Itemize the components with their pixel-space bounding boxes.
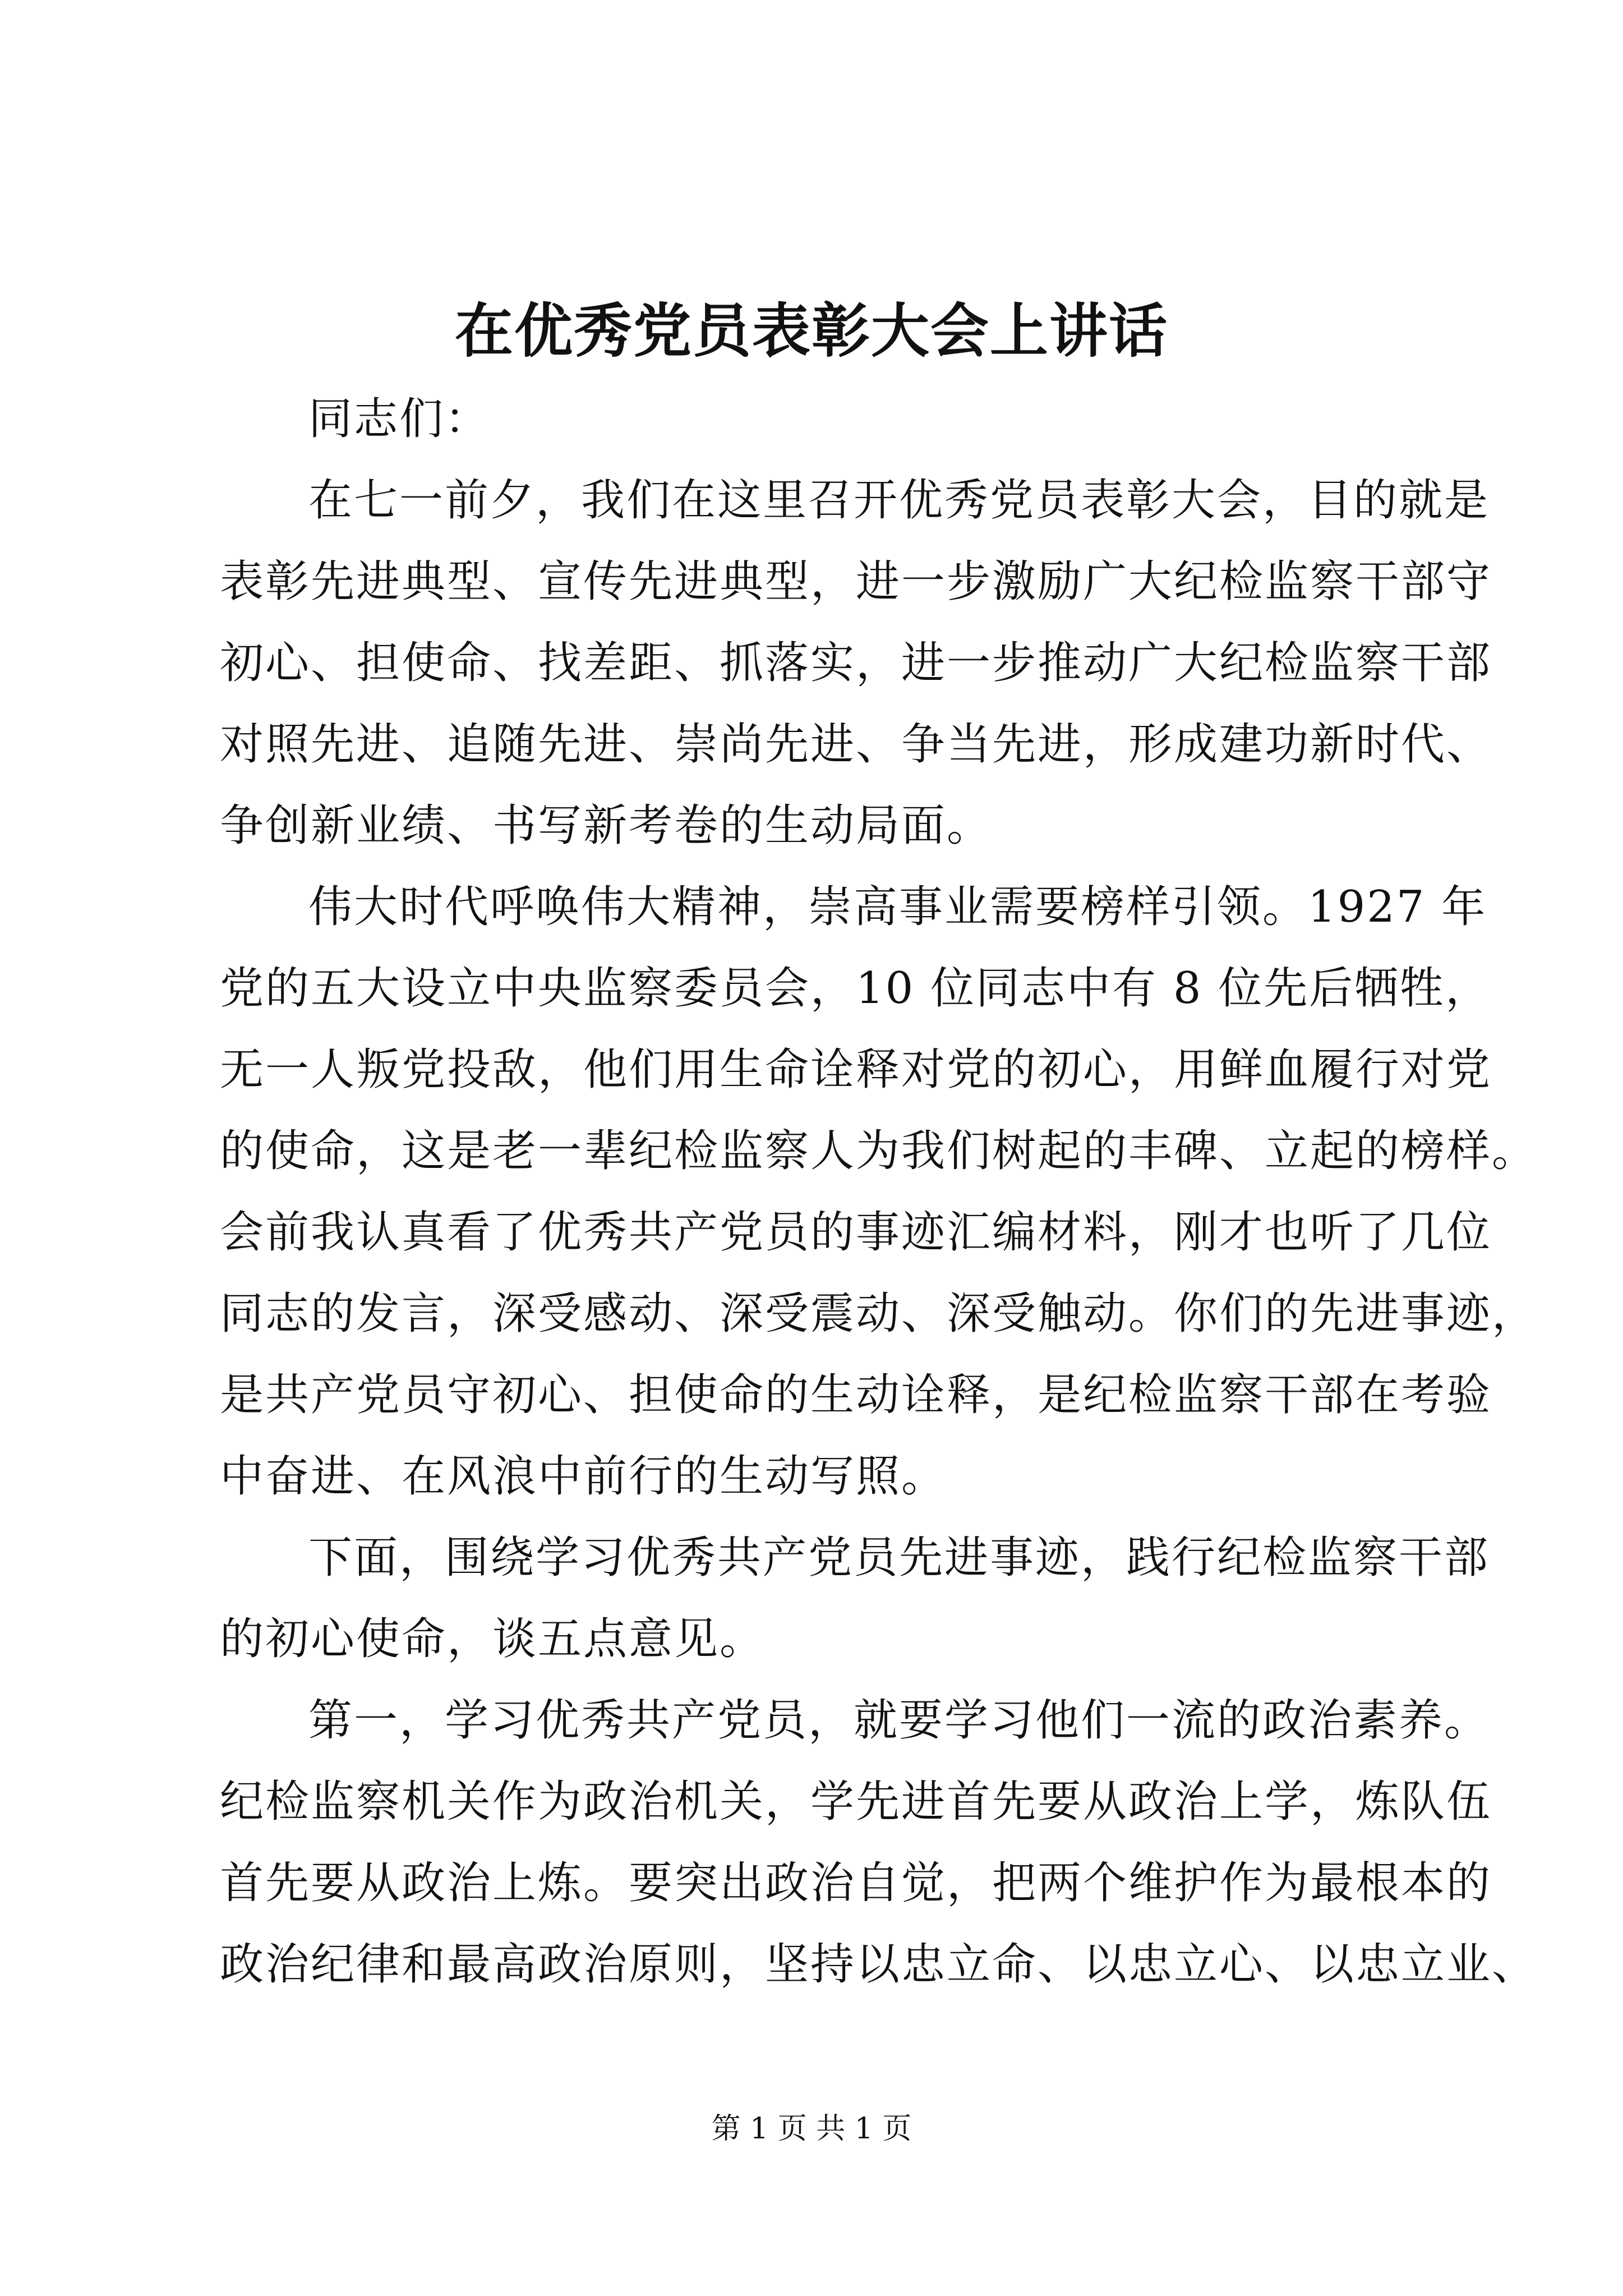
text-line: 党的五大设立中央监察委员会，10 位同志中有 8 位先后牺牲， [220,963,1491,1014]
text-line: 首先要从政治上炼。要突出政治自觉，把两个维护作为最根本的 [220,1858,1492,1908]
text-line: 政治纪律和最高政治原则，坚持以忠立命、以忠立心、以忠立业、 [220,1939,1538,1990]
text-line: 争创新业绩、书写新考卷的生动局面。 [220,800,993,851]
document-title: 在优秀党员表彰大会上讲话 [454,296,1168,365]
text-line: 同志们： [308,394,491,444]
text-line: 下面，围绕学习优秀共产党员先进事迹，践行纪检监察干部 [308,1533,1490,1583]
text-line: 的初心使命，谈五点意见。 [220,1614,766,1664]
text-line: 表彰先进典型、宣传先进典型，进一步激励广大纪检监察干部守 [220,556,1492,607]
text-line: 对照先进、追随先进、崇尚先进、争当先进，形成建功新时代、 [220,719,1492,770]
text-line: 的使命，这是老一辈纪检监察人为我们树起的丰碑、立起的榜样。 [220,1126,1538,1176]
text-line: 纪检监察机关作为政治机关，学先进首先要从政治上学，炼队伍 [220,1777,1492,1827]
text-line: 是共产党员守初心、担使命的生动诠释，是纪检监察干部在考验 [220,1370,1492,1420]
text-line: 会前我认真看了优秀共产党员的事迹汇编材料，刚才也听了几位 [220,1207,1492,1258]
text-line: 第一，学习优秀共产党员，就要学习他们一流的政治素养。 [308,1695,1490,1746]
text-line: 无一人叛党投敌，他们用生命诠释对党的初心，用鲜血履行对党 [220,1045,1492,1095]
text-line: 在七一前夕，我们在这里召开优秀党员表彰大会，目的就是 [308,475,1490,526]
text-line: 同志的发言，深受感动、深受震动、深受触动。你们的先进事迹， [220,1289,1538,1339]
text-line: 伟大时代呼唤伟大精神，崇高事业需要榜样引领。1927 年 [308,882,1487,932]
text-line: 初心、担使命、找差距、抓落实，进一步推动广大纪检监察干部 [220,638,1492,688]
page-footer: 第 1 页 共 1 页 [711,2112,912,2146]
document-body [220,379,1538,2005]
text-line: 中奋进、在风浪中前行的生动写照。 [220,1451,947,1502]
